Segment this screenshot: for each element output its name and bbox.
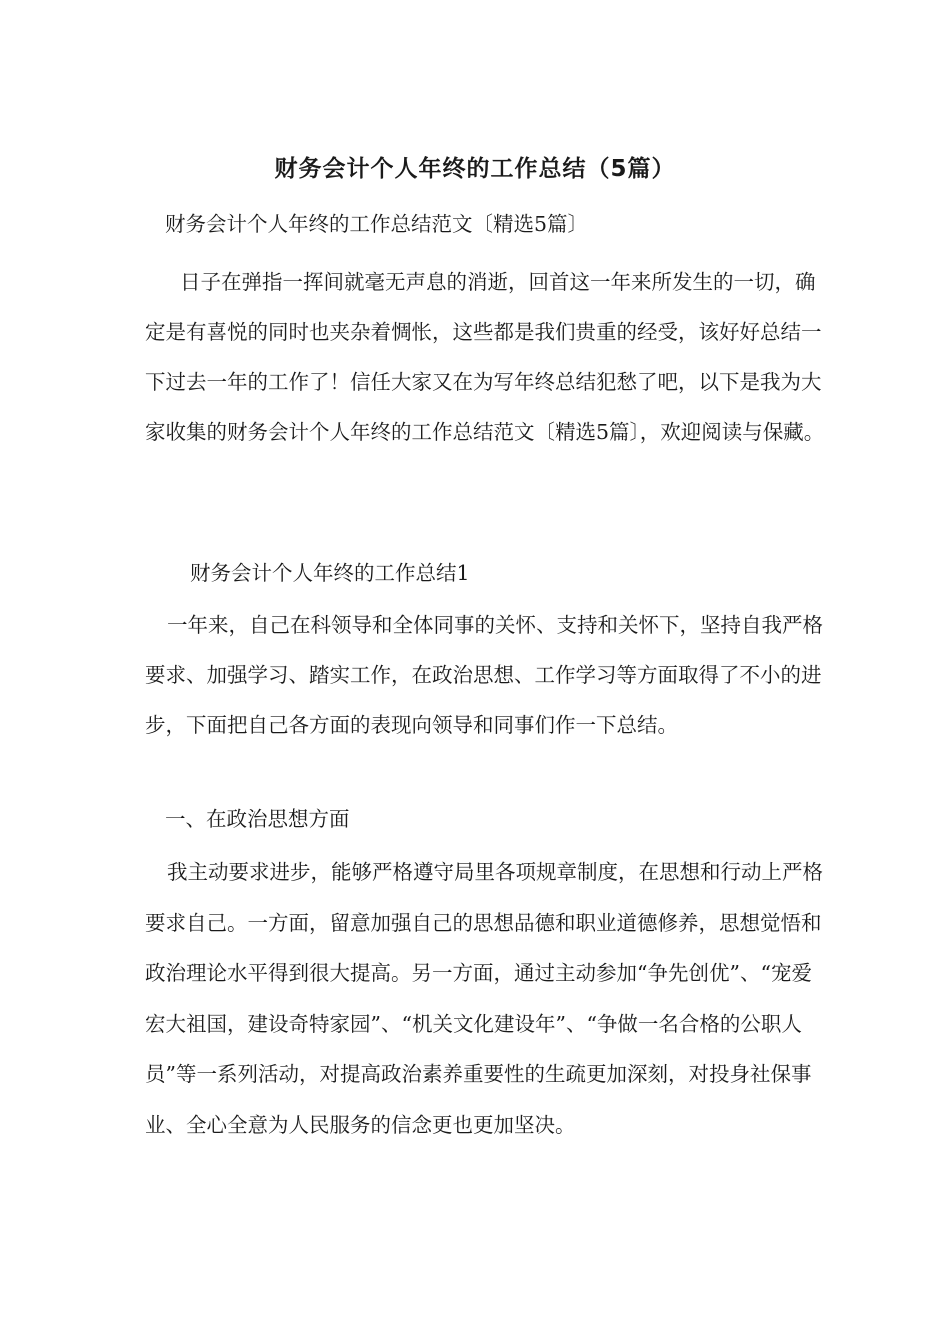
section-heading-politics: 一、在政治思想方面 — [165, 807, 350, 831]
body-paragraph-2: 我主动要求进步，能够严格遵守局里各项规章制度，在思想和行动上严格要求自己。一方面，留意加强自己的思想品德和职业道德修养，思想觉悟和政治理论水平得到很大提高。另一方面，通过主动参加“争先创优”、“宠爱宏大祖国，建设奇特家园”、“机关文化建设年”、“争做一名合格的公职人员”等一系列活动，对提高政治素养重要性的生疏更加深刻，对投身社保事业、全心全意为人民服务的信念更也更加坚决。 — [145, 860, 823, 1137]
section-title: 财务会计个人年终的工作总结1 — [190, 561, 470, 585]
body-paragraph-1: 一年来，自己在科领导和全体同事的关怀、支持和关怀下，坚持自我严格要求、加强学习、踏实工作，在政治思想、工作学习等方面取得了不小的进步，下面把自己各方面的表现向领导和同事们作一下总结。 — [145, 613, 823, 737]
document-subtitle: 财务会计个人年终的工作总结范文〔精选5篇〕 — [165, 212, 589, 236]
document-title: 财务会计个人年终的工作总结（5篇） — [274, 156, 676, 182]
intro-paragraph: 日子在弹指一挥间就毫无声息的消逝，回首这一年来所发生的一切，确定是有喜悦的同时也夹杂着惆怅，这些都是我们贵重的经受，该好好总结一下过去一年的工作了！信任大家又在为写年终总结犯愁了吧，以下是我为大家收集的财务会计个人年终的工作总结范文〔精选5篇〕，欢迎阅读与保藏。 — [145, 270, 825, 444]
